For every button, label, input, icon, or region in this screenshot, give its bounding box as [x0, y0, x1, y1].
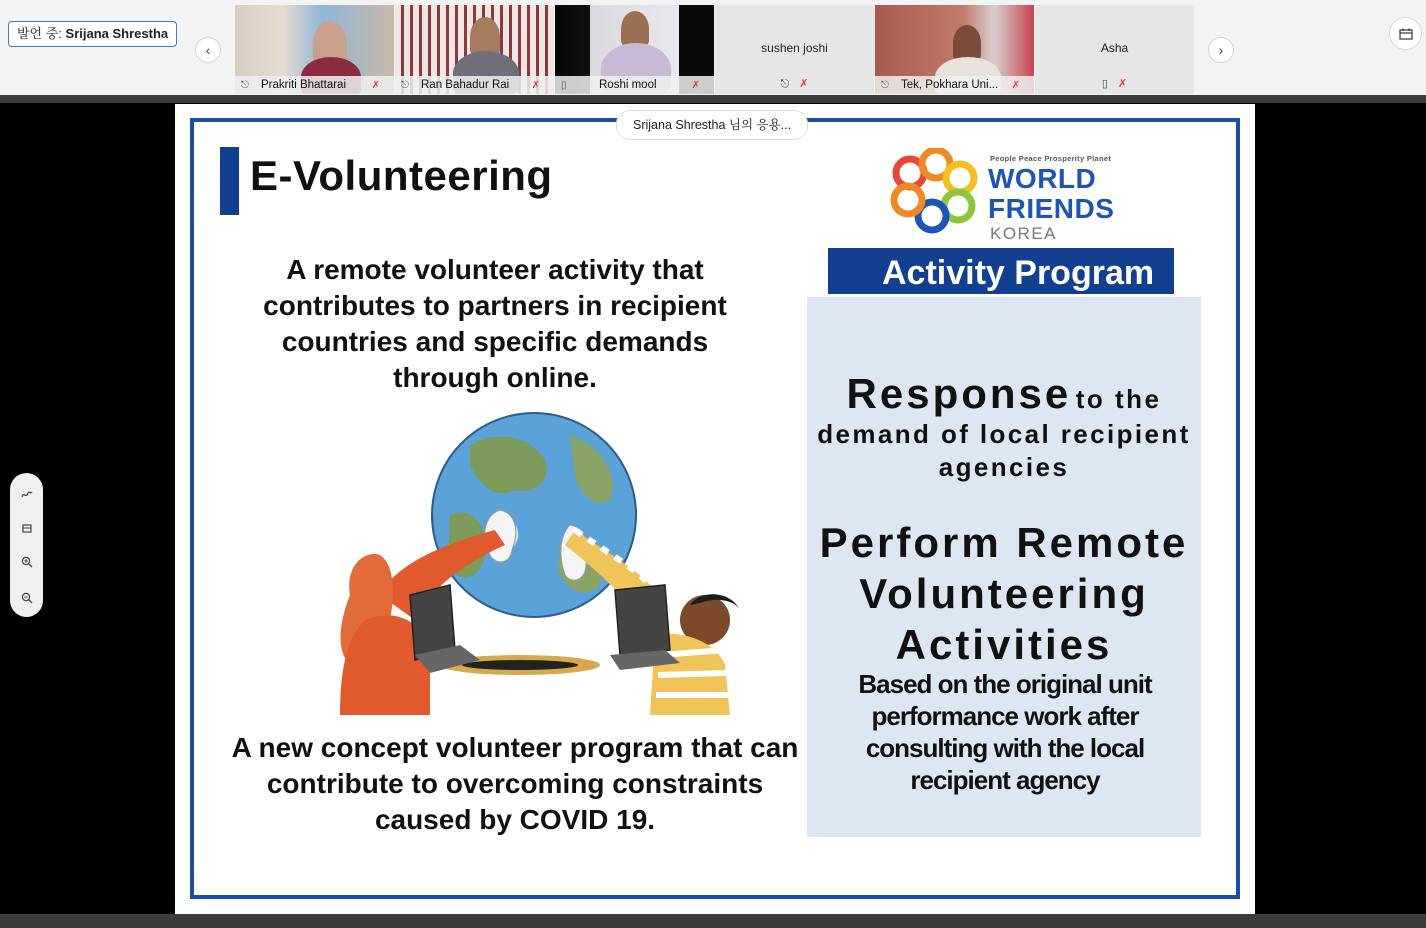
participant-tiles: [235, 5, 1195, 94]
headset-icon: ⎋: [881, 79, 889, 91]
perform-detail: Based on the original unit performance work after consulting with the local recipient agency: [858, 669, 1152, 795]
perform-heading: Perform Remote Volunteering Activities: [819, 519, 1189, 668]
response-big: Response: [846, 370, 1072, 417]
globe-illustration: [320, 405, 750, 725]
mic-muted-icon: ✗: [691, 79, 700, 91]
participant-tile[interactable]: [555, 5, 714, 94]
concept-text: A new concept volunteer program that can contribute to overcoming constraints caused by COVID 19.: [231, 732, 799, 835]
participant-tile[interactable]: [715, 5, 874, 94]
participant-name: Ran Bahadur Rai: [421, 79, 510, 91]
pen-tool-button[interactable]: [10, 479, 43, 509]
participant-tile[interactable]: [1035, 5, 1194, 94]
logo-text-korea: KOREA: [990, 224, 1058, 243]
phone-icon: ▯: [561, 79, 567, 91]
participant-name: Prakriti Bhattarai: [261, 79, 347, 91]
logo-tagline: People Peace Prosperity Planet: [990, 154, 1112, 163]
participant-strip: [0, 0, 1426, 95]
mic-muted-icon: ✗: [531, 79, 540, 91]
logo-text-friends: FRIENDS: [988, 193, 1115, 224]
participant-video: [621, 11, 649, 47]
title-accent-bar: [220, 147, 239, 215]
next-participants-button[interactable]: [1208, 37, 1234, 63]
mic-muted-icon: ✗: [799, 78, 809, 90]
mic-muted-icon: ✗: [1117, 78, 1128, 90]
speaker-name: Srijana Shrestha: [65, 26, 169, 41]
shared-app-label[interactable]: Srijana Shrestha 님의 응용...: [616, 110, 808, 140]
participant-tile[interactable]: [395, 5, 554, 94]
response-small: to the: [1075, 384, 1162, 414]
annotation-toolbar: [10, 473, 43, 617]
participant-status-icons: [1035, 77, 1194, 90]
participant-label: [235, 76, 394, 94]
participant-name: Asha: [1100, 41, 1129, 55]
headset-icon: ⎋: [401, 79, 409, 91]
eraser-icon: [21, 522, 33, 534]
zoom-out-button[interactable]: [10, 583, 43, 613]
zoom-in-icon: [21, 556, 33, 568]
participant-name: Roshi mool: [599, 79, 657, 91]
headset-icon: ⎋: [241, 79, 249, 91]
active-speaker-badge: [8, 21, 177, 47]
eraser-tool-button[interactable]: [10, 513, 43, 543]
response-detail: demand of local recipient agencies: [817, 419, 1191, 482]
headset-icon: ⎋: [780, 78, 790, 90]
participant-status-icons: [715, 77, 874, 91]
bottom-divider: [0, 914, 1426, 928]
participant-tile[interactable]: [875, 5, 1034, 94]
intro-text: A remote volunteer activity that contributes to partners in recipient countries and specific demands through online.: [263, 254, 727, 393]
zoom-out-icon: [21, 592, 33, 604]
chevron-right-icon: ›: [1218, 42, 1224, 58]
layout-button[interactable]: [1389, 17, 1422, 50]
response-heading: [807, 370, 1201, 418]
participant-label: [875, 76, 1034, 94]
phone-icon: ▯: [1101, 78, 1108, 90]
mic-muted-icon: ✗: [371, 79, 380, 91]
participant-name: sushen joshi: [761, 41, 828, 55]
participant-label: [555, 76, 714, 94]
activity-program-header: Activity Program: [828, 248, 1174, 294]
previous-participants-button[interactable]: [195, 37, 221, 63]
participant-video: [953, 25, 981, 61]
strip-divider: [0, 95, 1426, 103]
pen-icon: [21, 488, 33, 500]
mic-muted-icon: ✗: [1011, 79, 1020, 91]
participant-name: Tek, Pokhara Uni...: [901, 79, 999, 91]
logo-text-world: WORLD: [988, 163, 1097, 194]
slide-title: E-Volunteering: [250, 152, 553, 199]
zoom-in-button[interactable]: [10, 547, 43, 577]
participant-tile[interactable]: [235, 5, 394, 94]
calendar-icon: [1399, 28, 1413, 40]
chevron-left-icon: ‹: [205, 42, 211, 58]
participant-label: [395, 76, 554, 94]
speaker-prefix: 발언 중:: [17, 26, 62, 41]
